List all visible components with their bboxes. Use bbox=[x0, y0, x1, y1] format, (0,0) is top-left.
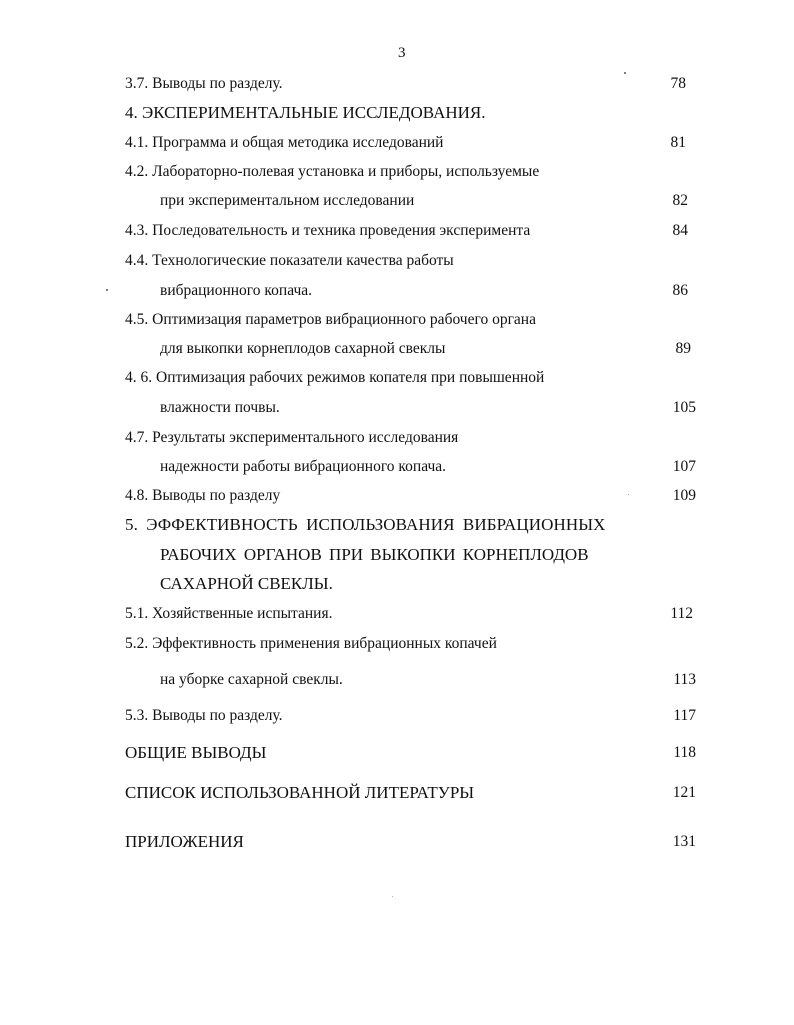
toc-entry-5-1-title: 5.1. Хозяйственные испытания. bbox=[125, 605, 333, 622]
toc-entry-4-7-page: 107 bbox=[672, 458, 696, 475]
toc-references-page: 121 bbox=[672, 784, 696, 801]
toc-entry-4-8-page: 109 bbox=[672, 487, 696, 504]
toc-entry-4-1-page: 81 bbox=[670, 134, 686, 151]
toc-entry-4-4-title-continued: вибрационного копача. bbox=[160, 282, 313, 299]
toc-entry-4-2-page: 82 bbox=[672, 192, 688, 209]
page-number: 3 bbox=[398, 45, 406, 61]
toc-entry-4-6-page: 105 bbox=[672, 399, 696, 416]
toc-entry-4-2-title: 4.2. Лабораторно-полевая установка и приборы, используемые bbox=[125, 163, 540, 180]
toc-general-conclusions-title: ОБЩИЕ ВЫВОДЫ bbox=[125, 743, 267, 762]
toc-entry-4-2-title-continued: при экспериментальном исследовании bbox=[160, 192, 415, 209]
scan-speck bbox=[392, 896, 393, 897]
toc-appendices-page: 131 bbox=[672, 833, 696, 850]
toc-entry-4-5-page: 89 bbox=[675, 340, 691, 357]
toc-entry-3-7-title: 3.7. Выводы по разделу. bbox=[125, 75, 283, 92]
toc-entry-4-5-title-continued: для выкопки корнеплодов сахарной свеклы bbox=[160, 340, 446, 357]
toc-entry-5-2-title: 5.2. Эффективность применения вибрационных копачей bbox=[125, 635, 497, 652]
toc-chapter-5-title-continued-2: САХАРНОЙ СВЕКЛЫ. bbox=[160, 574, 333, 593]
toc-entry-4-7-title: 4.7. Результаты экспериментального исследования bbox=[125, 429, 459, 446]
toc-entry-5-2-title-continued: на уборке сахарной свеклы. bbox=[160, 671, 343, 688]
toc-entry-4-4-page: 86 bbox=[672, 282, 688, 299]
toc-chapter-4-title: 4. ЭКСПЕРИМЕНТАЛЬНЫЕ ИССЛЕДОВАНИЯ. bbox=[125, 103, 486, 122]
scan-speck bbox=[628, 494, 629, 495]
toc-entry-4-3-page: 84 bbox=[672, 222, 688, 239]
toc-entry-4-6-title-continued: влажности почвы. bbox=[160, 399, 280, 416]
toc-entry-3-7-page: 78 bbox=[670, 75, 686, 92]
toc-entry-4-5-title: 4.5. Оптимизация параметров вибрационного рабочего органа bbox=[125, 311, 536, 328]
toc-entry-4-7-title-continued: надежности работы вибрационного копача. bbox=[160, 458, 447, 475]
toc-entry-4-4-title: 4.4. Технологические показатели качества работы bbox=[125, 252, 454, 269]
toc-general-conclusions-page: 118 bbox=[673, 744, 696, 761]
toc-chapter-5-title-continued: РАБОЧИХ ОРГАНОВ ПРИ ВЫКОПКИ КОРНЕПЛОДОВ bbox=[160, 545, 589, 564]
scan-speck bbox=[624, 72, 626, 74]
toc-entry-5-2-page: 113 bbox=[673, 671, 696, 688]
toc-chapter-5-title: 5. ЭФФЕКТИВНОСТЬ ИСПОЛЬЗОВАНИЯ ВИБРАЦИОННЫХ bbox=[125, 515, 606, 534]
toc-appendices-title: ПРИЛОЖЕНИЯ bbox=[125, 832, 244, 851]
toc-entry-4-3-title: 4.3. Последовательность и техника проведения эксперимента bbox=[125, 222, 531, 239]
scan-speck bbox=[106, 289, 108, 291]
toc-entry-4-6-title: 4. 6. Оптимизация рабочих режимов копателя при повышенной bbox=[125, 369, 545, 386]
toc-entry-5-1-page: 112 bbox=[670, 605, 693, 622]
toc-references-title: СПИСОК ИСПОЛЬЗОВАННОЙ ЛИТЕРАТУРЫ bbox=[125, 783, 475, 802]
toc-entry-4-8-title: 4.8. Выводы по разделу bbox=[125, 487, 281, 504]
toc-entry-5-3-title: 5.3. Выводы по разделу. bbox=[125, 707, 283, 724]
toc-entry-4-1-title: 4.1. Программа и общая методика исследований bbox=[125, 134, 444, 151]
toc-entry-5-3-page: 117 bbox=[673, 707, 696, 724]
